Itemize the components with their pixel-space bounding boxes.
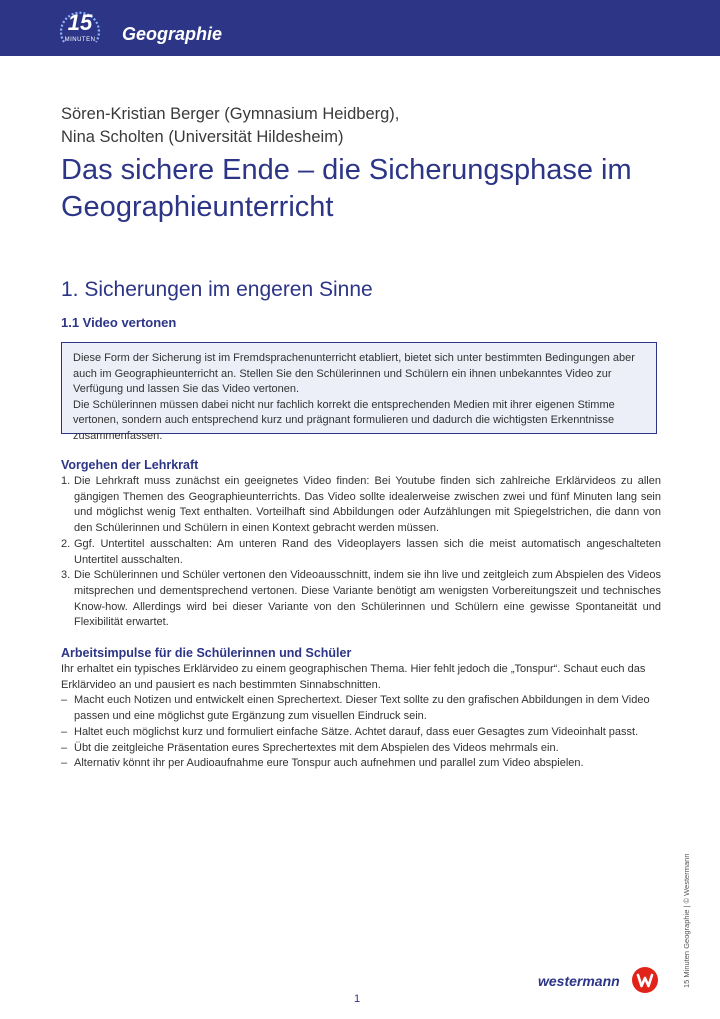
page-number: 1 <box>354 993 361 1005</box>
list-text: Die Lehrkraft muss zunächst ein geeignetes Video finden: Bei Youtube finden sich zahlreiche Erklärvideos zu allen gängigen Themen des Geographieunterrichts. Das Video sollte idealerweise zwischen zwei und fünf Minuten lang sein und möglichst wenig Text enthalten. Vorteilhaft sind Abbildungen oder Aufzählungen mit Spiegelstrichen, die dann von den Schülerinnen und Schülern in einen Kontext gebracht werden müssen. <box>74 475 661 535</box>
list-item <box>61 741 661 757</box>
list-number: 1. <box>61 475 71 487</box>
list-item <box>61 756 661 772</box>
info-box <box>61 342 657 442</box>
brand-name: westermann <box>538 973 620 989</box>
list-item <box>61 537 661 568</box>
list-text: Übt die zeitgleiche Präsentation eures Sprechertextes mit dem Abspielen des Videos mehrmals ein. <box>74 741 559 754</box>
list-text: Alternativ könnt ihr per Audioaufnahme eure Tonspur auch aufnehmen und parallel zum Video abspielen. <box>74 757 584 770</box>
list-item <box>61 474 661 537</box>
list-text: Die Schülerinnen und Schüler vertonen den Videoausschnitt, indem sie ihn live und zeitgleich zum Abspielen des Videos mitsprechen und dementsprechend vertonen. Diese Variante benötigt am wenigsten Vorbereitungszeit und technisches Know-how. Allerdings wird bei dieser Variante von den Schülerinnen und Schülern eine gewisse Spontaneität und Flexibilität erwartet. <box>74 569 661 629</box>
procedure-list <box>61 474 661 631</box>
author-line: Sören-Kristian Berger (Gymnasium Heidberg), <box>61 105 400 123</box>
dash-marker: – <box>61 725 68 738</box>
tasks-intro: Ihr erhaltet ein typisches Erklärvideo zu einem geographischen Thema. Hier fehlt jedoch die „Tonspur“. Schaut euch das Erklärvideo an und pausiert es nach bestimmten Sinnabschnitten. <box>61 663 646 691</box>
list-item <box>61 693 661 724</box>
badge-number: 15 <box>67 10 93 35</box>
subsection-heading: 1.1 Video vertonen <box>61 315 177 330</box>
header-title: Geographie <box>122 24 223 44</box>
tasks-heading: Arbeitsimpulse für die Schülerinnen und Schüler <box>61 646 352 660</box>
section-heading: 1. Sicherungen im engeren Sinne <box>61 278 373 301</box>
list-number: 2. <box>61 537 71 550</box>
side-copyright: 15 Minuten Geographie | © Westermann <box>682 853 691 988</box>
list-text: Ggf. Untertitel ausschalten: Am unteren Rand des Videoplayers lassen sich die meist automatisch angeschalteten Untertitel ausschalten. <box>74 537 661 566</box>
list-number: 3. <box>61 569 71 582</box>
list-text: Macht euch Notizen und entwickelt einen Sprechertext. Dieser Text sollte zu den grafischen Abbildungen in dem Video passen und eine möglichst gute Ergänzung zum visuellen Eindruck sein. <box>74 694 650 723</box>
tasks-section <box>61 645 661 772</box>
header-bar <box>0 0 720 56</box>
dash-marker: – <box>61 694 68 707</box>
info-paragraph: Die Schülerinnen müssen dabei nicht nur fachlich korrekt die entsprechenden Medien mit ihrer eigenen Stimme vertonen, sondern auch entsprechend kurz und prägnant formulieren und dadurch die wichtigsten Erkenntnisse zusammenfassen. <box>73 398 615 442</box>
list-text: Haltet euch möglichst kurz und formuliert einfache Sätze. Achtet darauf, dass euer Gesagtes zum Videoinhalt passt. <box>74 725 639 738</box>
list-item <box>61 568 661 631</box>
dash-marker: – <box>61 757 68 770</box>
info-paragraph: Diese Form der Sicherung ist im Fremdsprachenunterricht etabliert, bietet sich unter bestimmten Bedingungen aber auch im Geographieunterricht an. Stellen Sie den Schülerinnen und Schülern ein ihnen unbekanntes Video zur Verfügung und lassen Sie das Video vertonen. <box>73 352 635 396</box>
procedure-heading: Vorgehen der Lehrkraft <box>61 458 199 472</box>
author-line: Nina Scholten (Universität Hildesheim) <box>61 128 344 146</box>
westermann-logo-icon <box>631 966 659 994</box>
authors <box>61 103 661 149</box>
dash-marker: – <box>61 741 68 754</box>
tasks-list <box>61 693 661 772</box>
list-item <box>61 725 661 741</box>
badge-label: MINUTEN <box>64 37 96 43</box>
minutes-badge <box>58 8 114 50</box>
page-title: Das sichere Ende – die Sicherungsphase im Geographieunterricht <box>61 154 632 223</box>
procedure-section <box>61 457 661 631</box>
